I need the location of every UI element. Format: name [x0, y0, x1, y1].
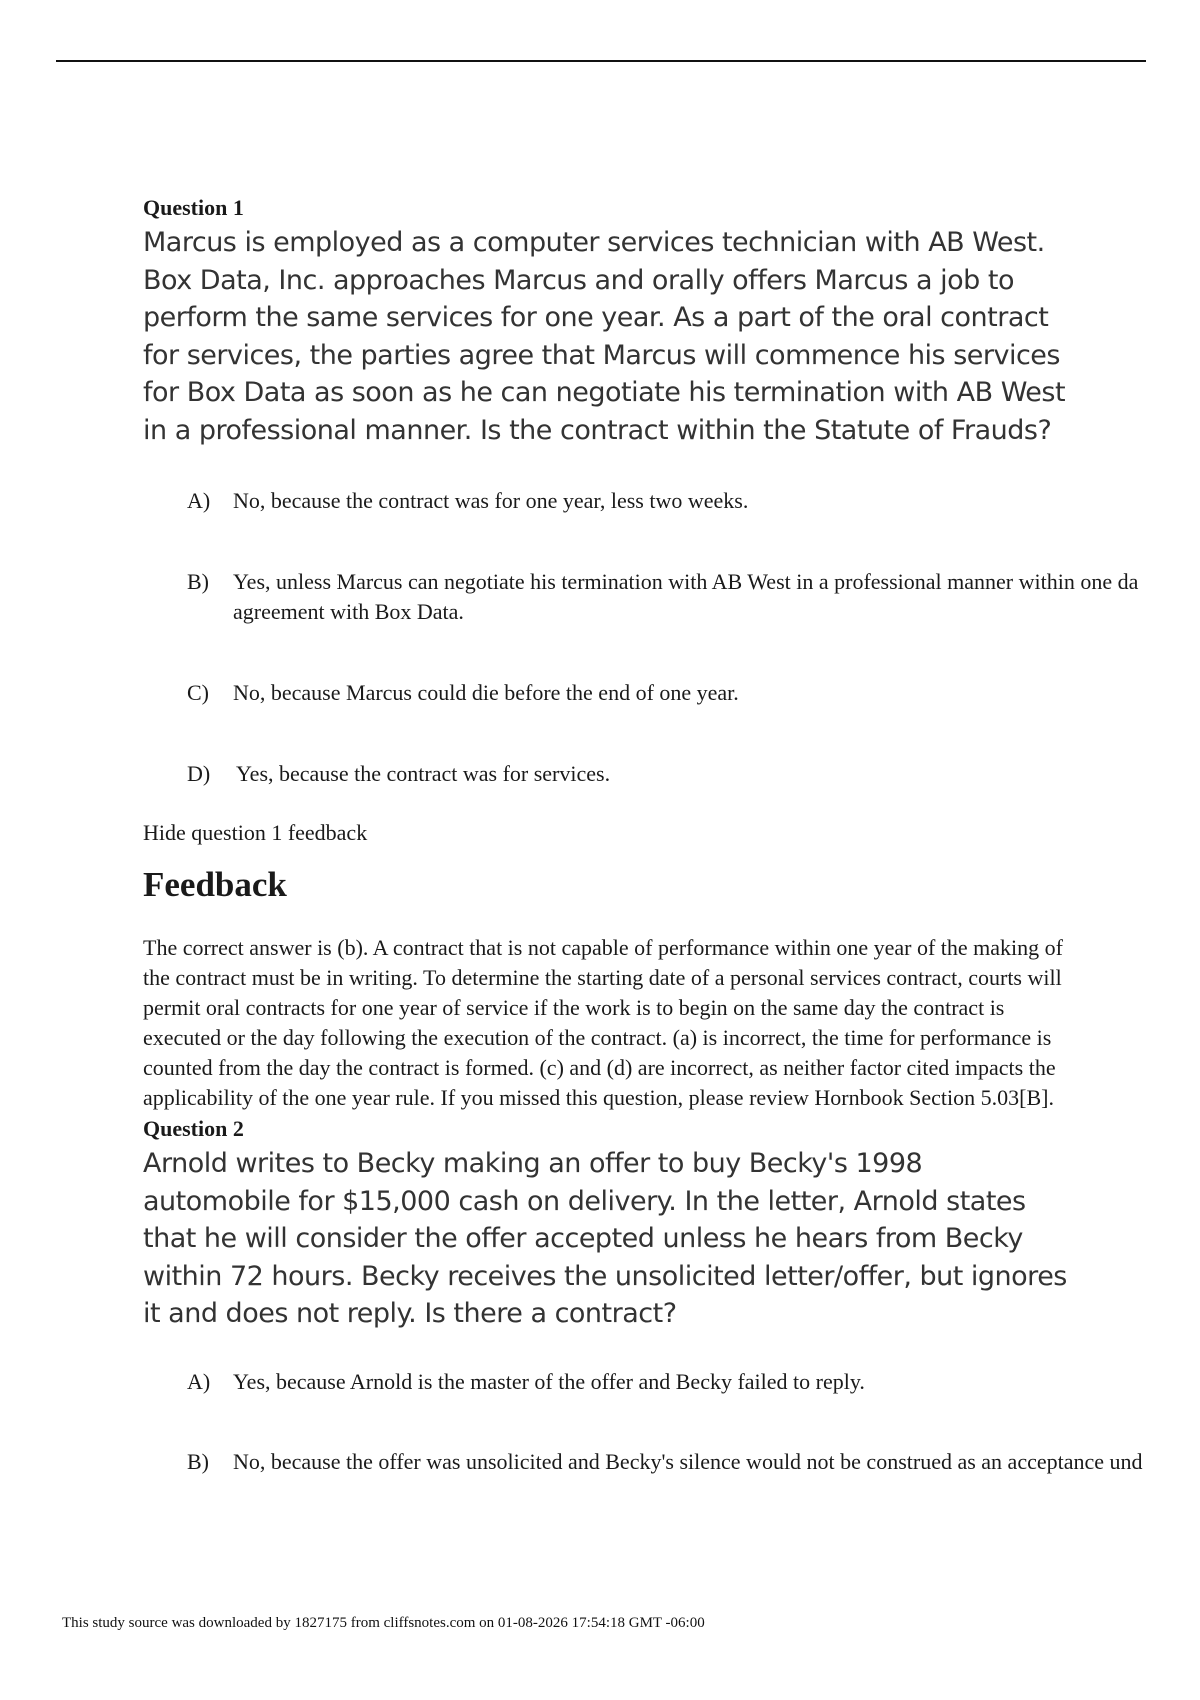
question-1-text: Marcus is employed as a computer services technician with AB West. Box Data, Inc. approaches Marcus and orally offers Marcus a job to perform the same services for one year. As a part of the oral contract for services, the parties agree that Marcus will commence his services for Box Data as soon as he can negotiate his termination with AB West in a professional manner. Is the contract within the Statute of Frauds?: [143, 227, 1066, 446]
question-2-answers: [143, 1367, 1200, 1477]
answer-text: No, because the contract was for one year, less two weeks.: [233, 488, 749, 513]
question-1-answer-c[interactable]: [143, 678, 1200, 708]
hide-feedback-toggle[interactable]: Hide question 1 feedback: [143, 820, 368, 845]
feedback-text: The correct answer is (b). A contract that is not capable of performance within one year of the making of the contract must be in writing. To determine the starting date of a personal services contract, courts will permit oral contracts for one year of service if the work is to begin on the same day the contract is executed or the day following the execution of the contract. (a) is incorrect, the time for performance is counted from the day the contract is formed. (c) and (d) are incorrect, as neither factor cited impacts the applicability of the one year rule. If you missed this question, please review Hornbook Section 5.03[B].: [143, 935, 1063, 1110]
answer-text: No, because the offer was unsolicited and Becky's silence would not be construed as an acceptance und: [233, 1448, 1143, 1474]
question-2-label: Question 2: [143, 1116, 244, 1141]
answer-text: Yes, because Arnold is the master of the offer and Becky failed to reply.: [233, 1368, 865, 1394]
answer-letter: D): [187, 761, 211, 786]
question-2-answer-b[interactable]: [143, 1447, 1200, 1477]
question-2: [143, 1115, 1200, 1477]
answer-letter: A): [187, 1368, 211, 1394]
question-1-answers: [143, 486, 1200, 789]
answer-letter: B): [187, 1448, 209, 1474]
answer-letter: B): [187, 569, 209, 594]
answer-letter: A): [187, 488, 211, 513]
answer-text: No, because Marcus could die before the end of one year.: [233, 680, 739, 705]
question-1-answer-d[interactable]: [143, 759, 1200, 789]
question-1-label: Question 1: [143, 195, 244, 220]
question-1-answer-b[interactable]: [143, 567, 1200, 627]
top-divider: [56, 60, 1146, 62]
feedback-heading: Feedback: [143, 865, 287, 904]
quiz-content: [143, 194, 1200, 1477]
question-1-answer-a[interactable]: [143, 486, 1200, 516]
question-2-text: Arnold writes to Becky making an offer to buy Becky's 1998 automobile for $15,000 cash on delivery. In the letter, Arnold states that he will consider the offer accepted unless he hears from Becky within 72 hours. Becky receives the unsolicited letter/offer, but ignores it and does not reply. Is there a contract?: [143, 1148, 1067, 1329]
answer-text-continued: agreement with Box Data.: [233, 599, 464, 624]
answer-text: Yes, because the contract was for services.: [236, 761, 611, 786]
download-footer: This study source was downloaded by 1827175 from cliffsnotes.com on 01-08-2026 17:54:18 GMT -06:00: [62, 1615, 705, 1631]
question-2-answer-a[interactable]: [143, 1367, 1200, 1397]
question-1: [143, 194, 1200, 1113]
answer-text: Yes, unless Marcus can negotiate his termination with AB West in a professional manner within one da: [233, 569, 1139, 594]
answer-letter: C): [187, 680, 209, 705]
